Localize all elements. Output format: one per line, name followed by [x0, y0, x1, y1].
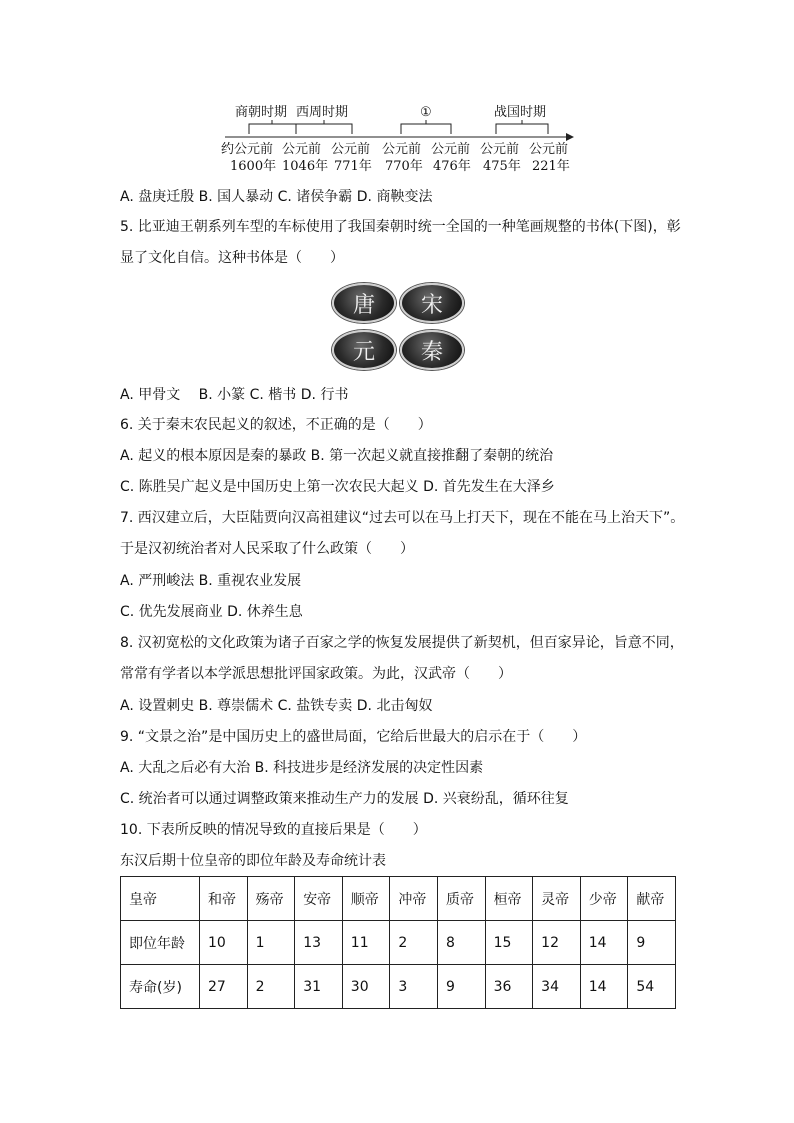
table-cell: 皇帝: [121, 877, 200, 921]
date-bottom-7: 221年: [532, 159, 570, 174]
table-cell: 54: [628, 965, 676, 1009]
q6-stem: 6. 关于秦末农民起义的叙述，不正确的是（ ）: [120, 417, 432, 433]
date-top-2: 公元前: [282, 142, 322, 157]
table-cell: 11: [342, 921, 390, 965]
table-cell: 安帝: [295, 877, 343, 921]
period-shang: 商朝时期: [235, 105, 288, 120]
table-cell: 少帝: [580, 877, 628, 921]
seal-song: 宋: [400, 283, 464, 323]
q6-options-ab: A. 起义的根本原因是秦的暴政 B. 第一次起义就直接推翻了秦朝的统治: [120, 448, 554, 464]
date-top-6: 公元前: [480, 142, 520, 157]
q7-stem-line1: 7. 西汉建立后，大臣陆贾向汉高祖建议“过去可以在马上打天下，现在不能在马上治天下”。: [120, 510, 685, 526]
table-cell: 质帝: [437, 877, 485, 921]
table-cell: 27: [200, 965, 248, 1009]
q9-options-cd: C. 统治者可以通过调整政策来推动生产力的发展 D. 兴衰纷乱，循环往复: [120, 791, 569, 807]
period-blank-1: ①: [420, 105, 432, 120]
q5-options: A. 甲骨文 B. 小篆 C. 楷书 D. 行书: [120, 387, 349, 403]
seal-qin: 秦: [400, 330, 464, 370]
period-western-zhou: 西周时期: [296, 105, 349, 120]
table-cell: 30: [342, 965, 390, 1009]
q4-options: A. 盘庚迁殷 B. 国人暴动 C. 诸侯争霸 D. 商鞅变法: [120, 189, 433, 205]
table-cell: 31: [295, 965, 343, 1009]
table-cell: 15: [485, 921, 533, 965]
table-cell: 顺帝: [342, 877, 390, 921]
table-cell: 献帝: [628, 877, 676, 921]
table-cell: 寿命(岁): [121, 965, 200, 1009]
date-top-5: 公元前: [431, 142, 471, 157]
q5-stem-line1: 5. 比亚迪王朝系列车型的车标使用了我国秦朝时统一全国的一种笔画规整的书体(下图)，彰: [120, 219, 681, 235]
table-cell: 冲帝: [390, 877, 438, 921]
table-cell: 14: [580, 965, 628, 1009]
q9-stem: 9. “文景之治”是中国历史上的盛世局面，它给后世最大的启示在于（ ）: [120, 729, 587, 745]
timeline-arrow: [566, 133, 574, 141]
q6-options-cd: C. 陈胜吴广起义是中国历史上第一次农民大起义 D. 首先发生在大泽乡: [120, 479, 555, 495]
date-bottom-4: 770年: [385, 159, 423, 174]
emperor-table: [120, 876, 676, 1009]
table-cell: 12: [533, 921, 581, 965]
table-row: [121, 965, 676, 1009]
date-bottom-5: 476年: [433, 159, 471, 174]
q10-table-title: 东汉后期十位皇帝的即位年龄及寿命统计表: [120, 853, 386, 869]
q5-stem-line2: 显了文化自信。这种书体是（ ）: [120, 250, 344, 266]
seal-yuan: 元: [332, 330, 396, 370]
table-cell: 灵帝: [533, 877, 581, 921]
q8-options: A. 设置刺史 B. 尊崇儒术 C. 盐铁专卖 D. 北击匈奴: [120, 698, 433, 714]
table-cell: 13: [295, 921, 343, 965]
q10-stem: 10. 下表所反映的情况导致的直接后果是（ ）: [120, 822, 427, 838]
date-top-1: 约公元前: [221, 142, 274, 157]
date-bottom-3: 771年: [334, 159, 372, 174]
table-cell: 10: [200, 921, 248, 965]
date-top-3: 公元前: [331, 142, 371, 157]
table-cell: 9: [437, 965, 485, 1009]
table-cell: 2: [247, 965, 295, 1009]
table-cell: 桓帝: [485, 877, 533, 921]
date-top-7: 公元前: [529, 142, 569, 157]
table-cell: 殇帝: [247, 877, 295, 921]
date-bottom-2: 1046年: [282, 159, 329, 174]
table-row: [121, 921, 676, 965]
table-cell: 36: [485, 965, 533, 1009]
table-cell: 14: [580, 921, 628, 965]
date-bottom-1: 1600年: [230, 159, 277, 174]
table-cell: 和帝: [200, 877, 248, 921]
table-cell: 即位年龄: [121, 921, 200, 965]
date-top-4: 公元前: [382, 142, 422, 157]
table-cell: 9: [628, 921, 676, 965]
table-cell: 2: [390, 921, 438, 965]
q7-options-ab: A. 严刑峻法 B. 重视农业发展: [120, 573, 302, 589]
q8-stem-line1: 8. 汉初宽松的文化政策为诸子百家之学的恢复发展提供了新契机，但百家异论，旨意不同，: [120, 635, 684, 651]
table-cell: 3: [390, 965, 438, 1009]
q7-stem-line2: 于是汉初统治者对人民采取了什么政策（ ）: [120, 541, 414, 557]
seal-tang: 唐: [332, 283, 396, 323]
table-row: [121, 877, 676, 921]
q9-options-ab: A. 大乱之后必有大治 B. 科技进步是经济发展的决定性因素: [120, 760, 484, 776]
date-bottom-6: 475年: [483, 159, 521, 174]
period-warring-states: 战国时期: [494, 105, 547, 120]
q7-options-cd: C. 优先发展商业 D. 休养生息: [120, 604, 303, 620]
period-brackets: [249, 120, 548, 134]
table-cell: 1: [247, 921, 295, 965]
history-timeline: [0, 0, 794, 180]
table-cell: 34: [533, 965, 581, 1009]
table-cell: 8: [437, 921, 485, 965]
q8-stem-line2: 常常有学者以本学派思想批评国家政策。为此，汉武帝（ ）: [120, 666, 512, 682]
